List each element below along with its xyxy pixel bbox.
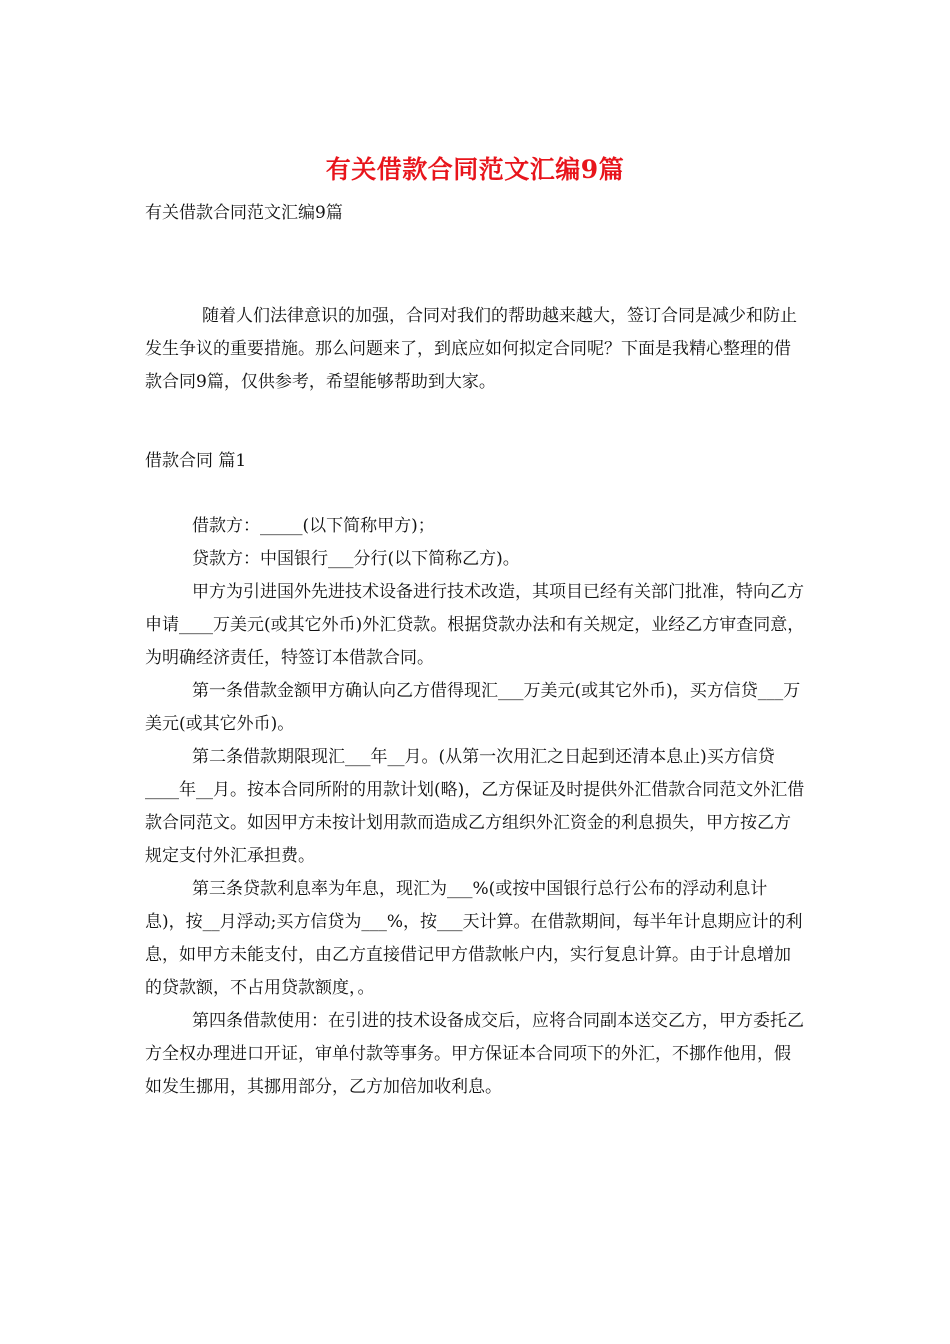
document-title: 有关借款合同范文汇编9篇 <box>325 155 625 184</box>
paragraph-article-4: 第四条借款使用：在引进的技术设备成交后，应将合同副本送交乙方，甲方委托乙方全权办理进口开证，审单付款等事务。甲方保证本合同项下的外汇，不挪作他用，假如发生挪用，其挪用部分，乙方加倍加收利息。 <box>145 1011 804 1097</box>
document-subtitle: 有关借款合同范文汇编9篇 <box>145 203 343 223</box>
paragraph-article-3: 第三条贷款利息率为年息，现汇为___%(或按中国银行总行公布的浮动利息计息)，按__月浮动;买方信贷为___%，按___天计算。在借款期间，每半年计息期应计的利息，如甲方未能支付，由乙方直接借记甲方借款帐户内，实行复息计算。由于计息增加的贷款额，不占用贷款额度，。 <box>145 879 803 998</box>
intro-block <box>145 300 805 399</box>
section-heading: 借款合同 篇1 <box>145 451 247 471</box>
contract-body <box>145 510 805 1104</box>
paragraph-lender: 贷款方：中国银行___分行(以下简称乙方)。 <box>192 549 520 569</box>
paragraph-preamble: 甲方为引进国外先进技术设备进行技术改造，其项目已经有关部门批准，特向乙方申请____万美元(或其它外币)外汇贷款。根据贷款办法和有关规定，业经乙方审查同意，为明确经济责任，特签订本借款合同。 <box>145 582 805 668</box>
intro-paragraph: 随着人们法律意识的加强，合同对我们的帮助越来越大，签订合同是减少和防止发生争议的重要措施。那么问题来了，到底应如何拟定合同呢？下面是我精心整理的借款合同9篇，仅供参考，希望能够帮助到大家。 <box>145 306 797 392</box>
paragraph-article-2: 第二条借款期限现汇___年__月。(从第一次用汇之日起到还清本息止)买方信贷____年__月。按本合同所附的用款计划(略)，乙方保证及时提供外汇借款合同范文外汇借款合同范文。如因甲方未按计划用款而造成乙方组织外汇资金的利息损失，甲方按乙方规定支付外汇承担费。 <box>145 747 805 866</box>
paragraph-borrower: 借款方：_____(以下简称甲方)； <box>192 516 435 536</box>
paragraph-article-1: 第一条借款金额甲方确认向乙方借得现汇___万美元(或其它外币)，买方信贷___万美元(或其它外币)。 <box>145 681 801 734</box>
